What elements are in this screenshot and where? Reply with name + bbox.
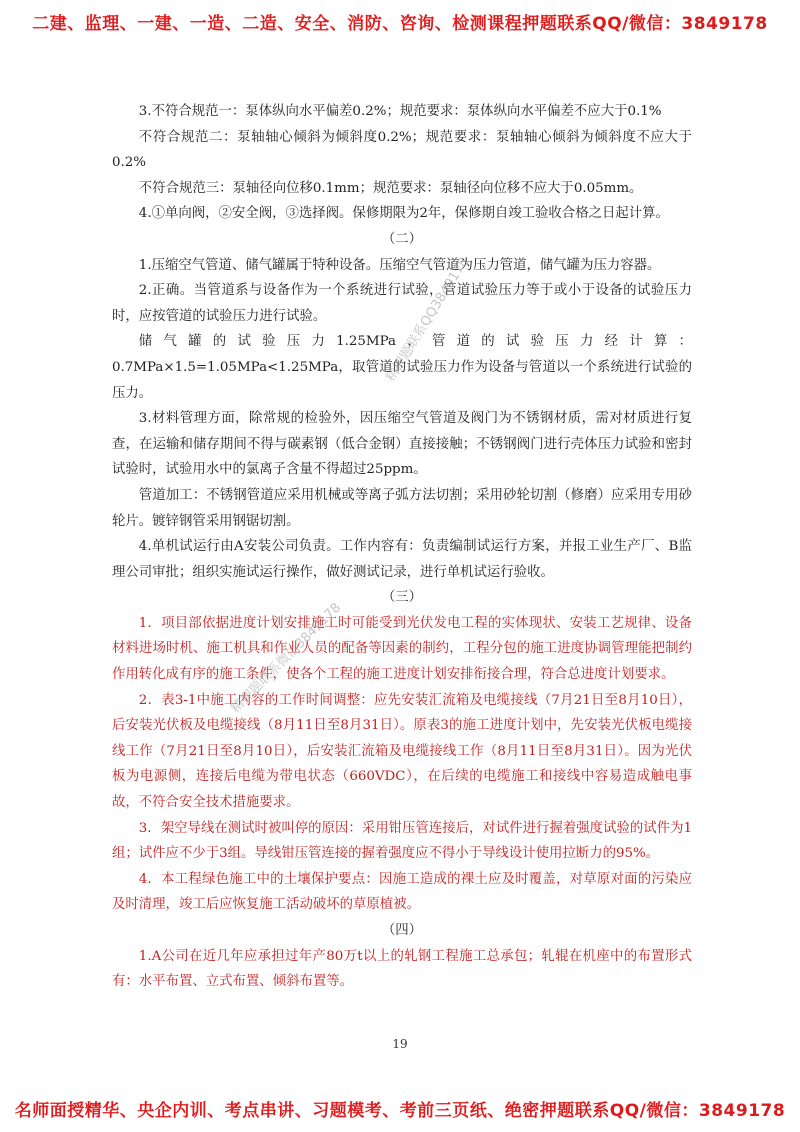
answer-paragraph: 3．架空导线在测试时被叫停的原因：采用钳压管连接后，对试件进行握着强度试验的试件为1组；试件应不少于3组。导线钳压管连接的握着强度应不得小于导线设计使用拉断力的95%。 bbox=[112, 820, 692, 862]
page-number: 19 bbox=[392, 1037, 408, 1051]
answer-paragraph: 2．表3-1中施工内容的工作时间调整：应先安装汇流箱及电缆接线（7月21日至8月10日），后安装光伏板及电缆接线（8月11日至8月31日）。原表3的施工进度计划中，先安装光伏板电缆接线工作（7月21日至8月10日），后安装汇流箱及电缆接线工作（8月11日至8月31日）。因为光伏板为电源侧，连接后电缆为带电状态（660VDC），在后续的电缆施工和接线中容易造成触电事故，不符合安全技术措施要求。 bbox=[112, 692, 692, 811]
paragraph: 3.不符合规范一：泵体纵向水平偏差0.2%；规范要求：泵体纵向水平偏差不应大于0.1% bbox=[138, 104, 662, 119]
header-ad-banner: 二建、监理、一建、一造、二造、安全、消防、咨询、检测课程押题联系QQ/微信：3849178 bbox=[32, 14, 768, 34]
answer-paragraph: 4．本工程绿色施工中的土壤保护要点：因施工造成的裸土应及时覆盖，对草原对面的污染应及时清理，竣工后应恢复施工活动破坏的草原植被。 bbox=[112, 871, 692, 913]
answer-paragraph: 1．项目部依据进度计划安排施工时可能受到光伏发电工程的实体现状、安装工艺规律、设备材料进场时机、施工机具和作业人员的配备等因素的制约，工程分包的施工进度协调管理能把制约作用转化成有序的施工条件，使各个工程的施工进度计划安排衔接合理，符合总进度计划要求。 bbox=[112, 615, 692, 683]
section-heading-2: （二） bbox=[381, 231, 423, 247]
paragraph: 管道加工：不锈钢管道应采用机械或等离子弧方法切割；采用砂轮切割（修磨）应采用专用砂轮片。镀锌钢管采用钢锯切割。 bbox=[112, 487, 692, 529]
paragraph: 不符合规范三：泵轴径向位移0.1mm；规范要求：泵轴径向位移不应大于0.05mm。 bbox=[138, 180, 643, 196]
footer-ad-banner: 名师面授精华、央企内训、考点串讲、习题模考、考前三页纸、绝密押题联系QQ/微信：3849178 bbox=[14, 1101, 786, 1121]
paragraph: 4.单机试运行由A安装公司负责。工作内容有：负责编制试运行方案，并报工业生产厂、B监理公司审批；组织实施试运行操作，做好测试记录，进行单机试运行验收。 bbox=[112, 539, 692, 580]
watermark: 精押题联系QQ3849178 bbox=[383, 254, 473, 385]
document-body bbox=[112, 99, 692, 995]
paragraph: 储气罐的试验压力1.25MPa，管道的试验压力经计算：0.7MPa×1.5=1.05MPa<1.25MPa，取管道的试验压力作为设备与管道以一个系统进行试验的压力。 bbox=[112, 334, 692, 401]
answer-paragraph: 1.A公司在近几年应承担过年产80万t以上的轧钢工程施工总承包；轧辊在机座中的布置形式有：水平布置、立式布置、倾斜布置等。 bbox=[112, 948, 692, 990]
paragraph: 3.材料管理方面，除常规的检验外，因压缩空气管道及阀门为不锈钢材质，需对材质进行复查，在运输和储存期间不得与碳素钢（低合金钢）直接接触；不锈钢阀门进行壳体压力试验和密封试验时，试验用水中的氯离子含量不得超过25ppm。 bbox=[112, 411, 692, 478]
paragraph: 1.压缩空气管道、储气罐属于特种设备。压缩空气管道为压力管道，储气罐为压力容器。 bbox=[138, 257, 661, 273]
paragraph: 4.①单向阀，②安全阀，③选择阀。保修期限为2年，保修期自竣工验收合格之日起计算。 bbox=[138, 206, 669, 222]
section-heading-3: （三） bbox=[381, 590, 423, 606]
watermark: 精押题联系微信3849178 bbox=[228, 600, 345, 717]
paragraph: 2.正确。当管道系与设备作为一个系统进行试验，管道试验压力等于或小于设备的试验压力时，应按管道的试验压力进行试验。 bbox=[112, 283, 692, 324]
paragraph: 不符合规范二：泵轴轴心倾斜为倾斜度0.2%；规范要求：泵轴轴心倾斜为倾斜度不应大于0.2% bbox=[112, 129, 692, 171]
section-heading-4: （四） bbox=[381, 923, 423, 938]
